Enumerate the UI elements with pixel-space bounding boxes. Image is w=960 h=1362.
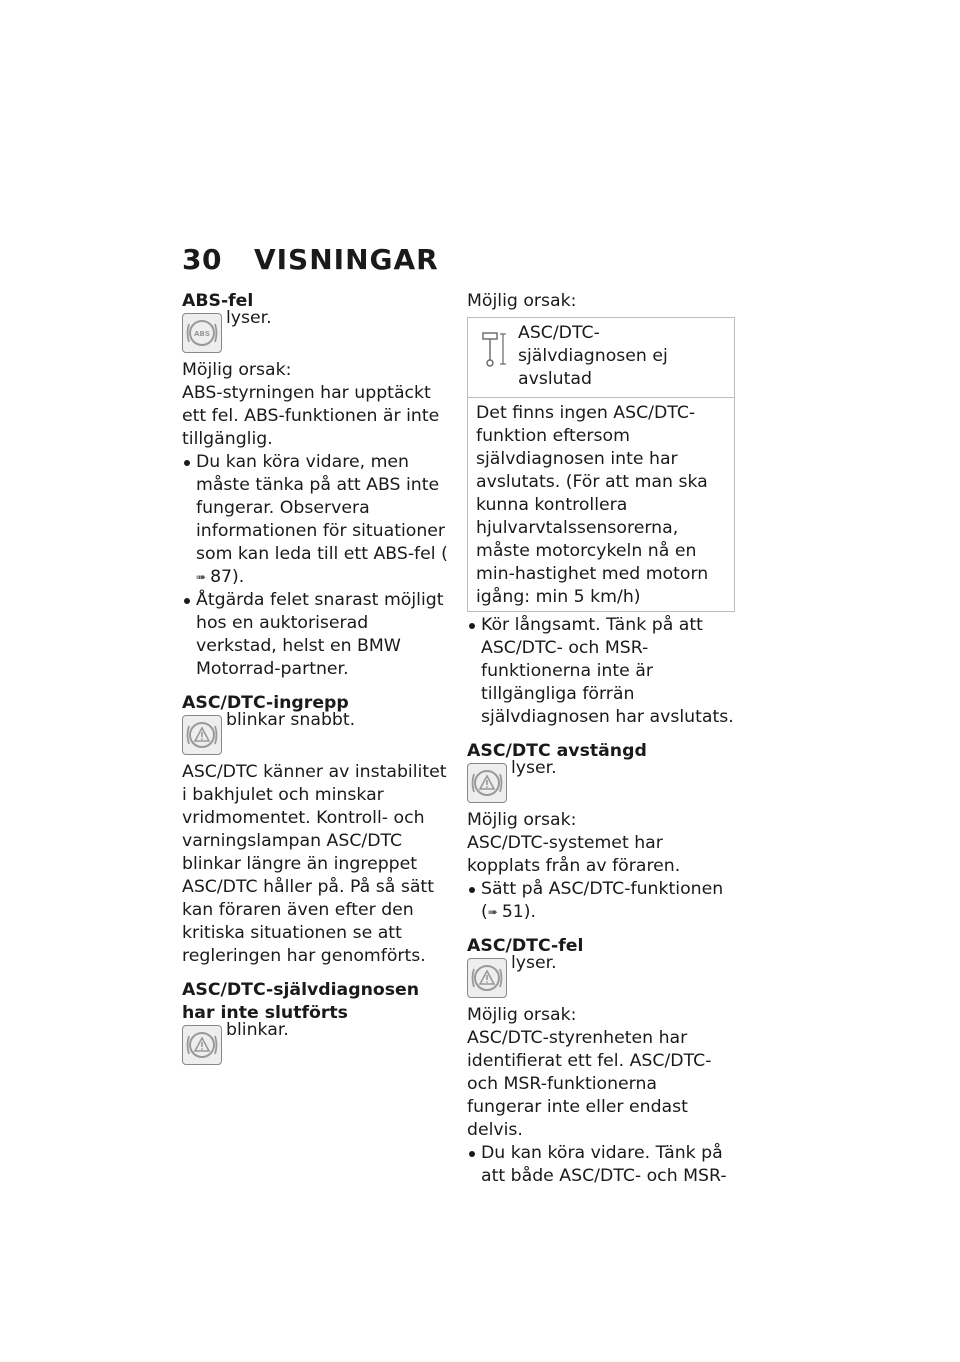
page-header	[182, 243, 439, 276]
section-abs-fault	[182, 290, 450, 681]
section-heading: ASC/DTC-ingrepp	[182, 693, 349, 713]
section-asc-fault	[467, 935, 735, 1188]
info-box-header	[468, 318, 734, 398]
action-list	[467, 878, 735, 924]
tool-icon	[480, 330, 508, 368]
action-list	[467, 1142, 735, 1188]
section-asc-off	[467, 740, 735, 924]
lamp-row	[182, 307, 450, 353]
lamp-status-text: lyser.	[511, 953, 557, 973]
lamp-status-text: blinkar snabbt.	[226, 710, 356, 730]
bullet-text: Du kan köra vidare, men måste tänka på att ABS inte fungerar. Observera informationen för situationer som kan leda till ett ABS-fel (	[196, 452, 448, 564]
section-text: ASC/DTC känner av instabilitet i bakhjulet och minskar vridmomentet. Kontroll- och varningslampan ASC/DTC blinkar längre än ingreppet ASC/DTC håller på. På så sätt kan föraren även efter den kritiska situationen se att regleringen har genomförts.	[182, 762, 447, 966]
cause-text: ASC/DTC-systemet har kopplats från av föraren.	[467, 833, 681, 876]
info-box	[467, 317, 735, 612]
cause-label: Möjlig orsak:	[182, 360, 292, 380]
info-box-body: Det finns ingen ASC/DTC-funktion eftersom självdiagnosen inte har avslutats. (För att man ska kunna kontrollera hjulvarvtalssensorerna, måste motorcykeln nå en min-hastighet med motorn igång: min 5 km/h)	[476, 403, 709, 607]
left-column	[182, 290, 450, 1076]
section-asc-intervention	[182, 692, 450, 968]
section-asc-selfdiag	[182, 979, 450, 1065]
lamp-row	[467, 757, 735, 803]
lamp-row	[182, 1019, 450, 1065]
list-item	[182, 451, 450, 589]
section-heading: ABS-fel	[182, 291, 254, 311]
arrow-right-icon: ➠	[196, 570, 207, 584]
lamp-status-text: lyser.	[226, 308, 272, 328]
asc-dtc-warning-icon	[182, 715, 222, 755]
asc-dtc-warning-icon	[467, 763, 507, 803]
lamp-row	[182, 709, 450, 755]
lamp-status-text: blinkar.	[226, 1020, 289, 1040]
asc-dtc-warning-icon	[467, 958, 507, 998]
page-reference[interactable]: 87).	[210, 567, 245, 587]
list-item: Du kan köra vidare. Tänk på att både ASC/DTC- och MSR-	[467, 1142, 735, 1188]
section-heading: ASC/DTC-självdiagnosen har inte slutförts	[182, 980, 420, 1023]
right-column	[467, 290, 735, 1199]
abs-warning-icon	[182, 313, 222, 353]
page-reference[interactable]: 51).	[501, 902, 537, 922]
list-item: Åtgärda felet snarast möjligt hos en auktoriserad verkstad, helst en BMW Motorrad-partner.	[182, 589, 450, 681]
page-number: 30	[182, 243, 222, 276]
lamp-row	[467, 952, 735, 998]
section-heading: ASC/DTC-fel	[467, 936, 584, 956]
section-heading: ASC/DTC avstängd	[467, 741, 647, 761]
cause-label: Möjlig orsak:	[467, 291, 577, 311]
cause-label: Möjlig orsak:	[467, 810, 577, 830]
cause-text: ABS-styrningen har upptäckt ett fel. ABS-funktionen är inte tillgänglig.	[182, 383, 440, 449]
action-list	[182, 451, 450, 681]
cause-text: ASC/DTC-styrenheten har identifierat ett fel. ASC/DTC- och MSR-funktionerna fungerar inte eller endast delvis.	[467, 1028, 712, 1140]
abs-lamp-label: ABS	[194, 330, 210, 338]
arrow-right-icon: ➠	[487, 905, 498, 919]
cause-label: Möjlig orsak:	[467, 1005, 577, 1025]
list-item: Kör långsamt. Tänk på att ASC/DTC- och MSR-funktionerna inte är tillgängliga förrän självdiagnosen har avslutats.	[467, 614, 735, 729]
bullet-text: Sätt på ASC/DTC-funktionen (	[481, 879, 724, 922]
list-item	[467, 878, 735, 924]
info-box-title: ASC/DTC-självdiagnosen ej avslutad	[518, 323, 668, 389]
page-title: VISNINGAR	[253, 243, 439, 276]
action-list	[467, 614, 735, 729]
lamp-status-text: lyser.	[511, 758, 557, 778]
asc-dtc-warning-icon	[182, 1025, 222, 1065]
